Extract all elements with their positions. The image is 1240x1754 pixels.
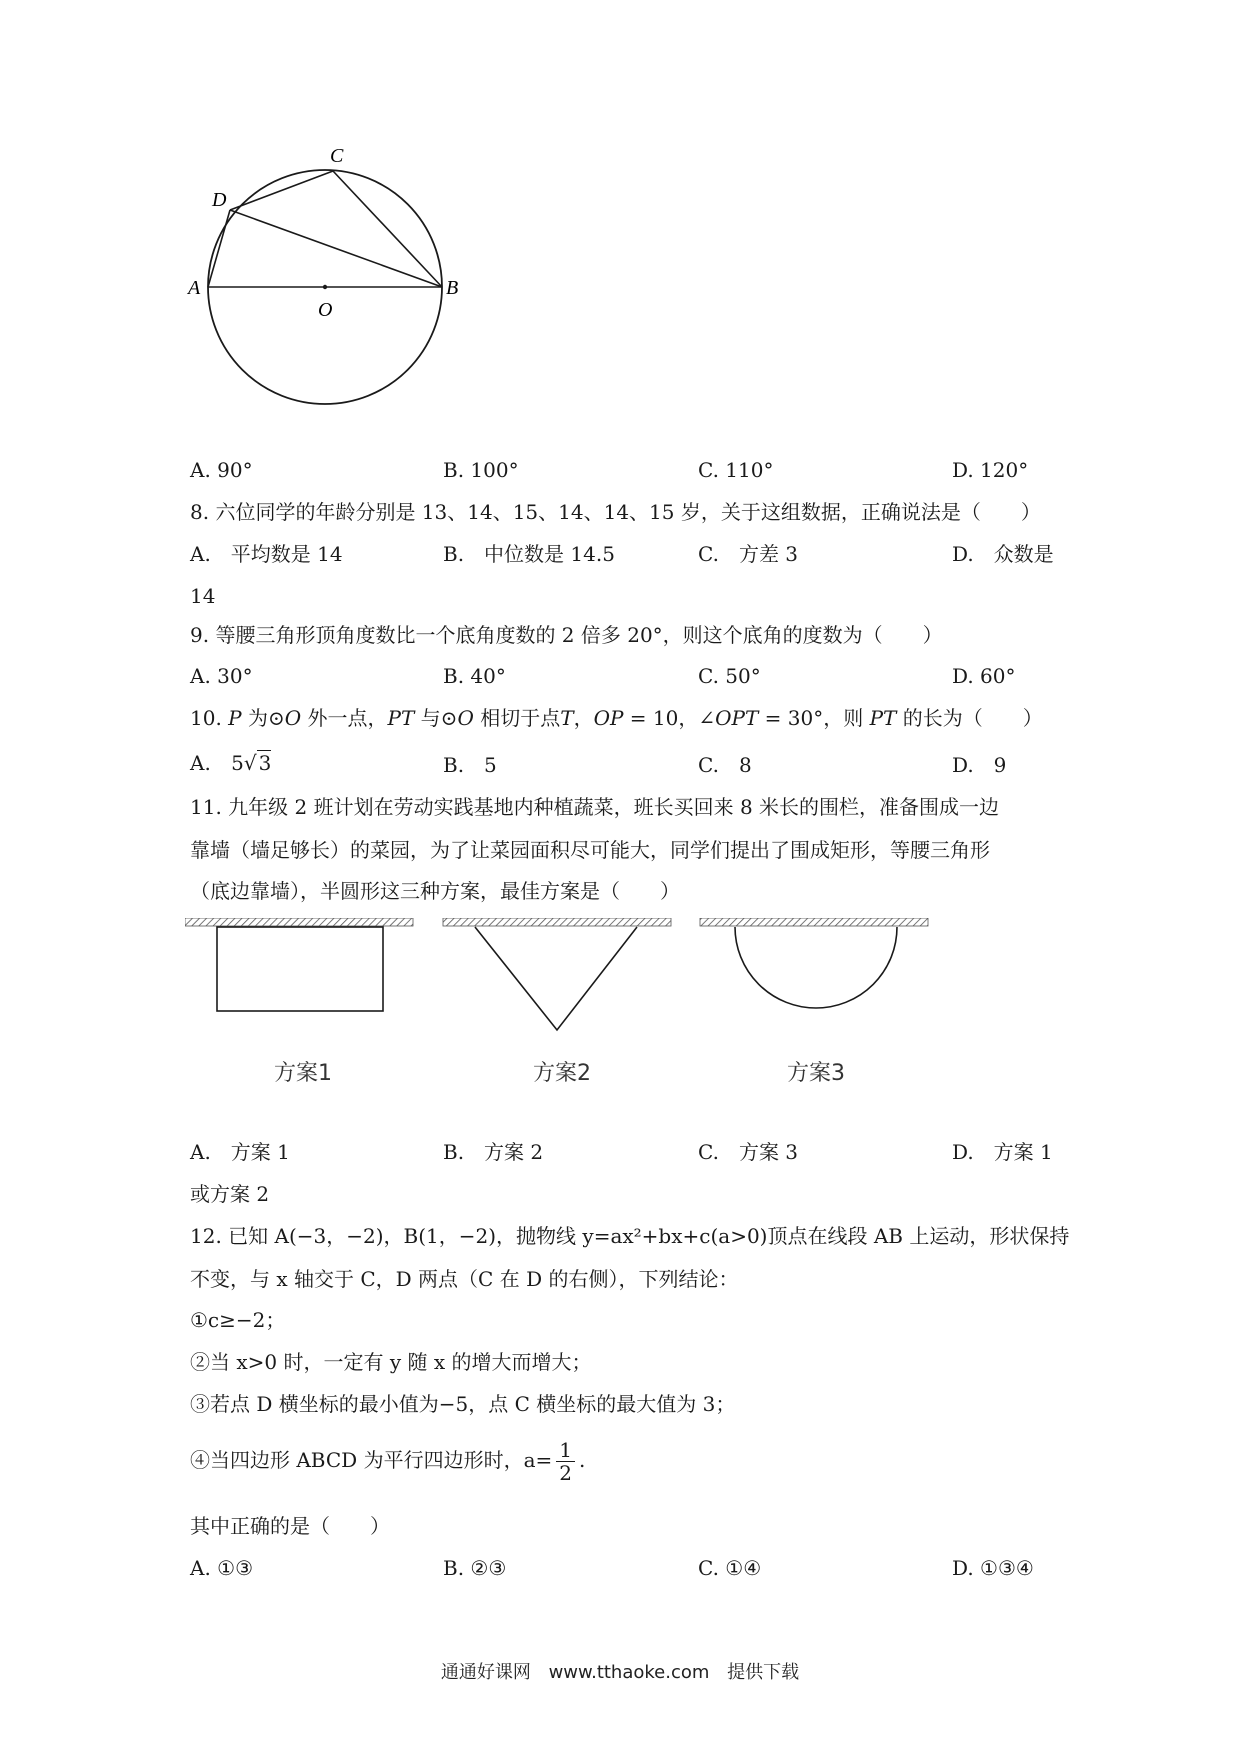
- q10-text: 与⊙: [414, 706, 458, 730]
- q10-option-a-coef: 5: [231, 751, 244, 775]
- q10-var-p: P: [228, 706, 242, 730]
- q10-var-pt: PT: [387, 706, 415, 730]
- q10-var-opt: OPT: [715, 706, 759, 730]
- q10-text: = 10，∠: [623, 706, 716, 730]
- fraction-numerator: 1: [556, 1439, 575, 1462]
- label-c: C: [330, 145, 344, 167]
- label-b: B: [446, 277, 459, 299]
- q8-option-a: A. 平均数是 14: [190, 542, 343, 566]
- plan1-caption: 方案1: [274, 1061, 332, 1086]
- footer-url[interactable]: www.tthaoke.com: [548, 1662, 710, 1683]
- q10-stem: [190, 704, 1043, 732]
- q9-stem: 9. 等腰三角形顶角度数比一个底角度数的 2 倍多 20°，则这个底角的度数为（ ）: [190, 623, 943, 647]
- q10-text: ，: [573, 706, 594, 730]
- plan2-caption: 方案2: [533, 1061, 591, 1086]
- q11-option-c: C. 方案 3: [698, 1140, 799, 1164]
- q11-option-d: D. 方案 1: [952, 1140, 1053, 1164]
- plan1-rectangle: [217, 927, 383, 1011]
- q11-line-1: 11. 九年级 2 班计划在劳动实践基地内种植蔬菜，班长买回来 8 米长的围栏，准备围成一边: [190, 795, 1000, 819]
- q7-option-b: B. 100°: [443, 458, 519, 482]
- q10-var-op: OP: [593, 706, 624, 730]
- q10-text: 外一点，: [301, 706, 388, 730]
- label-o: O: [318, 299, 333, 321]
- q8-stem: 8. 六位同学的年龄分别是 13、14、15、14、14、15 岁，关于这组数据，正确说法是（ ）: [190, 500, 1041, 524]
- q10-text: = 30°，则: [758, 706, 870, 730]
- q12-conclusion-4-end: .: [578, 1448, 586, 1472]
- wall-3: [700, 918, 928, 926]
- q11-line-3: （底边靠墙），半圆形这三种方案，最佳方案是（ ）: [190, 879, 680, 903]
- q11-line-2: 靠墙（墙足够长）的菜园，为了让菜园面积尽可能大，同学们提出了围成矩形，等腰三角形: [190, 838, 990, 862]
- q12-option-d: D. ①③④: [952, 1556, 1034, 1580]
- page-footer: [0, 1658, 1240, 1684]
- q11-option-d-continued: 或方案 2: [190, 1182, 270, 1206]
- q10-var-pt: PT: [869, 706, 897, 730]
- wall-1: [185, 918, 413, 926]
- q10-var-t: T: [560, 706, 574, 730]
- sqrt-symbol: √ 3: [243, 751, 272, 775]
- circle-figure: [180, 140, 480, 410]
- q8-option-d-continued: 14: [190, 584, 216, 608]
- q10-text: 为⊙: [241, 706, 285, 730]
- q12-line-2: 不变，与 x 轴交于 C，D 两点（C 在 D 的右侧），下列结论：: [190, 1267, 739, 1291]
- footer-tail: 提供下载: [727, 1662, 800, 1683]
- wall-2: [443, 918, 671, 926]
- q12-conclusion-4-text: ④当四边形 ABCD 为平行四边形时，a=: [190, 1448, 553, 1472]
- q11-option-b: B. 方案 2: [443, 1140, 544, 1164]
- q9-option-c: C. 50°: [698, 664, 761, 688]
- q12-option-b: B. ②③: [443, 1556, 507, 1580]
- q9-option-b: B. 40°: [443, 664, 506, 688]
- q10-text: 的长为（ ）: [896, 706, 1043, 730]
- q9-option-a: A. 30°: [190, 664, 253, 688]
- q10-var-o: O: [457, 706, 474, 730]
- segment-ad: [208, 210, 230, 287]
- q10-option-a: [190, 749, 271, 777]
- plan3-semicircle: [735, 927, 897, 1008]
- segment-dc: [230, 171, 333, 210]
- q12-option-c: C. ①④: [698, 1556, 762, 1580]
- q9-option-d: D. 60°: [952, 664, 1016, 688]
- q12-ask: 其中正确的是（ ）: [190, 1514, 390, 1538]
- q12-conclusion-4: [190, 1436, 585, 1484]
- label-a: A: [188, 277, 201, 299]
- q12-line-1: 12. 已知 A(−3，−2)，B(1，−2)，抛物线 y=ax²+bx+c(a>0)顶点在线段 AB 上运动，形状保持: [190, 1224, 1070, 1248]
- center-point: [323, 285, 327, 289]
- q12-conclusion-2: ②当 x>0 时，一定有 y 随 x 的增大而增大；: [190, 1350, 592, 1374]
- plan2-triangle: [475, 927, 637, 1030]
- q10-option-b: B. 5: [443, 753, 497, 777]
- q8-option-c: C. 方差 3: [698, 542, 799, 566]
- q7-option-d: D. 120°: [952, 458, 1029, 482]
- segment-db: [230, 210, 442, 287]
- fraction: [556, 1439, 575, 1484]
- plan3-caption: 方案3: [787, 1061, 845, 1086]
- fraction-denominator: 2: [559, 1461, 572, 1485]
- q7-option-a: A. 90°: [190, 458, 253, 482]
- q7-option-c: C. 110°: [698, 458, 774, 482]
- q10-number: 10.: [190, 706, 222, 730]
- label-d: D: [212, 189, 227, 211]
- q12-conclusion-1: ①c≥−2；: [190, 1308, 286, 1332]
- q10-option-a-radicand: 3: [258, 751, 272, 775]
- q10-var-o: O: [284, 706, 302, 730]
- q8-option-d: D. 众数是: [952, 542, 1054, 566]
- q10-option-a-prefix: A.: [190, 751, 211, 775]
- q10-option-d: D. 9: [952, 753, 1007, 777]
- q11-option-a: A. 方案 1: [190, 1140, 290, 1164]
- q12-option-a: A. ①③: [190, 1556, 254, 1580]
- q12-conclusion-3: ③若点 D 横坐标的最小值为−5，点 C 横坐标的最大值为 3；: [190, 1392, 736, 1416]
- q10-option-c: C. 8: [698, 753, 752, 777]
- q8-option-b: B. 中位数是 14.5: [443, 542, 615, 566]
- footer-site-name: 通通好课网: [440, 1662, 531, 1683]
- q10-text: 相切于点: [473, 706, 561, 730]
